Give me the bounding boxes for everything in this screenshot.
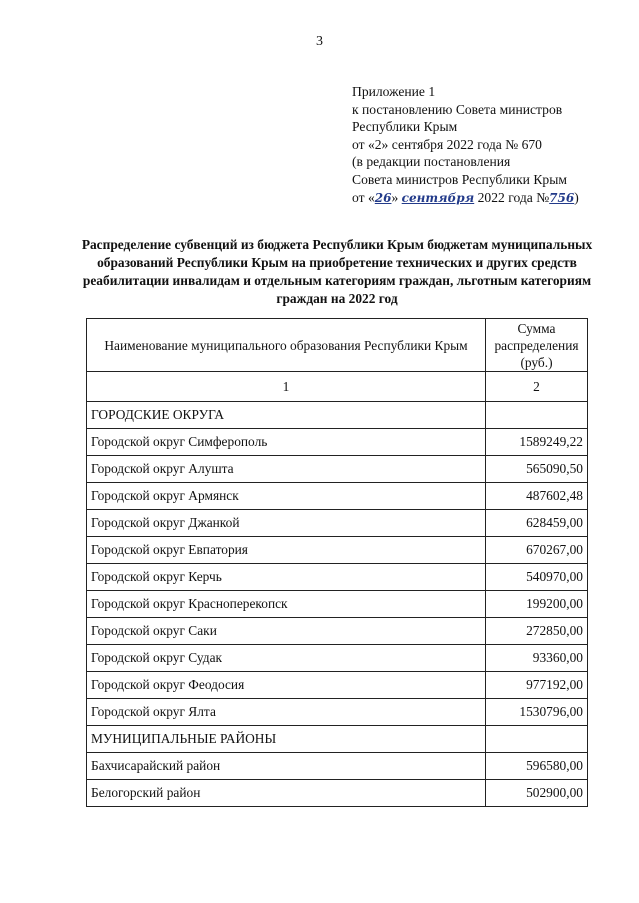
allocation-amount: 502900,00	[486, 780, 588, 807]
table-row	[87, 780, 588, 807]
table-row	[87, 726, 588, 753]
date-year: 2022 года №	[474, 189, 550, 205]
annex-line: к постановлению Совета министров	[352, 101, 563, 117]
handwritten-number: 756	[549, 190, 575, 205]
allocation-amount: 199200,00	[486, 591, 588, 618]
table-row	[87, 645, 588, 672]
page-number: 3	[316, 34, 323, 49]
municipality-name: Городской округ Саки	[87, 618, 486, 645]
allocation-amount: 1589249,22	[486, 429, 588, 456]
municipality-name: Городской округ Джанкой	[87, 510, 486, 537]
table-row	[87, 402, 588, 429]
allocation-amount: 628459,00	[486, 510, 588, 537]
municipality-name: Городской округ Евпатория	[87, 537, 486, 564]
handwritten-day: 26	[374, 190, 392, 205]
allocation-amount: 596580,00	[486, 753, 588, 780]
table-row	[87, 753, 588, 780]
allocation-amount: 565090,50	[486, 456, 588, 483]
table-row	[87, 699, 588, 726]
table-row	[87, 618, 588, 645]
date-mid: »	[391, 189, 402, 205]
annex-line: от «2» сентября 2022 года № 670	[352, 136, 542, 152]
table-row	[87, 564, 588, 591]
municipality-name: Белогорский район	[87, 780, 486, 807]
municipality-name: Городской округ Армянск	[87, 483, 486, 510]
allocation-amount	[486, 402, 588, 429]
allocation-amount: 272850,00	[486, 618, 588, 645]
municipality-name: Городской округ Феодосия	[87, 672, 486, 699]
table-row	[87, 429, 588, 456]
column-number: 2	[486, 372, 588, 402]
allocation-amount: 977192,00	[486, 672, 588, 699]
table-row	[87, 510, 588, 537]
allocation-amount: 540970,00	[486, 564, 588, 591]
allocation-table	[86, 318, 588, 807]
table-header-row	[87, 319, 588, 372]
municipality-name: Городской округ Симферополь	[87, 429, 486, 456]
allocation-amount: 670267,00	[486, 537, 588, 564]
municipality-name: Городской округ Ялта	[87, 699, 486, 726]
allocation-amount	[486, 726, 588, 753]
header-amount: Сумма распределения (руб.)	[486, 319, 588, 372]
annex-line: Республики Крым	[352, 119, 458, 135]
annex-line: Приложение 1	[352, 84, 436, 99]
allocation-amount: 487602,48	[486, 483, 588, 510]
municipality-name: Городской округ Красноперекопск	[87, 591, 486, 618]
table-row	[87, 456, 588, 483]
municipality-name: Бахчисарайский район	[87, 753, 486, 780]
allocation-amount: 1530796,00	[486, 699, 588, 726]
header-municipality: Наименование муниципального образования Республики Крым	[87, 319, 486, 372]
handwritten-month: сентября	[401, 190, 475, 205]
allocation-amount: 93360,00	[486, 645, 588, 672]
municipality-name: Городской округ Судак	[87, 645, 486, 672]
annex-amendment-date-line: от «26» сентября 2022 года №756)	[352, 189, 579, 205]
annex-header	[352, 83, 602, 207]
annex-line: (в редакции постановления	[352, 154, 511, 170]
date-prefix: от «	[352, 189, 375, 205]
municipality-name: ГОРОДСКИЕ ОКРУГА	[87, 402, 486, 429]
table-body	[87, 402, 588, 807]
table-row	[87, 591, 588, 618]
table-row	[87, 537, 588, 564]
document-title: Распределение субвенций из бюджета Республики Крым бюджетам муниципальных образований Республики Крым на приобретение технических и других средств реабилитации инвалидам и отдельным категориям граждан, льготным категориям граждан на 2022 год	[81, 237, 593, 306]
annex-line: Совета министров Республики Крым	[352, 171, 567, 187]
table-row	[87, 483, 588, 510]
column-number-row	[87, 372, 588, 402]
table-row	[87, 672, 588, 699]
municipality-name: МУНИЦИПАЛЬНЫЕ РАЙОНЫ	[87, 726, 486, 753]
municipality-name: Городской округ Керчь	[87, 564, 486, 591]
column-number: 1	[87, 372, 486, 402]
municipality-name: Городской округ Алушта	[87, 456, 486, 483]
